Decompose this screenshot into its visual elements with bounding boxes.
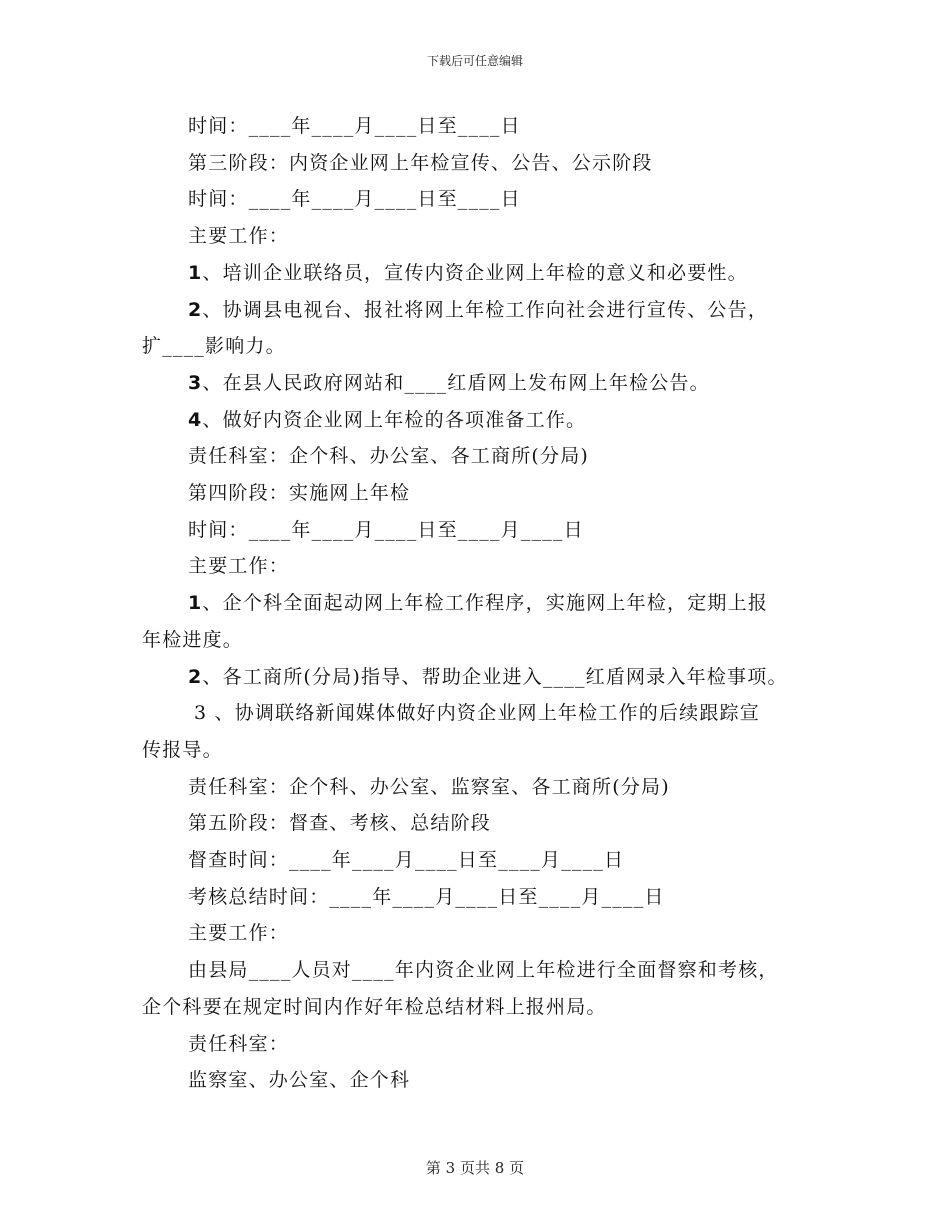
line-text: 监察室、办公室、企个科 bbox=[188, 1069, 411, 1092]
line-text: 督查时间：____年____月____日至____月____日 bbox=[188, 849, 625, 872]
line-text: 、做好内资企业网上年检的各项准备工作。 bbox=[202, 408, 587, 431]
paragraph-line bbox=[142, 255, 822, 292]
paragraph-line bbox=[142, 805, 822, 842]
line-text: 时间：____年____月____日至____月____日 bbox=[188, 518, 584, 541]
line-text: 3 、协调联络新闻媒体做好内资企业网上年检工作的后续跟踪宣 bbox=[194, 702, 760, 725]
paragraph-line bbox=[142, 585, 822, 622]
page-footer: 第 3 页共 8 页 bbox=[425, 1159, 525, 1177]
line-text: 时间：____年____月____日至____日 bbox=[188, 188, 521, 211]
paragraph-line bbox=[142, 879, 822, 916]
line-text: 时间：____年____月____日至____日 bbox=[188, 115, 521, 137]
line-number: 2 bbox=[188, 665, 203, 688]
line-text: 责任科室： bbox=[188, 1032, 290, 1055]
line-text: 第三阶段：内资企业网上年检宣传、公告、公示阶段 bbox=[188, 151, 653, 174]
paragraph-line bbox=[142, 512, 822, 549]
line-text: 主要工作： bbox=[188, 225, 290, 248]
paragraph-line bbox=[142, 989, 822, 1026]
paragraph-line bbox=[142, 402, 822, 439]
line-text: 第四阶段：实施网上年检 bbox=[188, 482, 411, 505]
line-text: 年检进度。 bbox=[142, 628, 244, 651]
line-text: 、企个科全面起动网上年检工作程序，实施网上年检，定期上报 bbox=[202, 592, 769, 615]
paragraph-line bbox=[142, 108, 822, 145]
line-text: 、在县人民政府网站和____红盾网上发布网上年检公告。 bbox=[202, 371, 710, 394]
paragraph-line bbox=[142, 328, 822, 365]
line-text: 传报导。 bbox=[142, 738, 223, 761]
line-text: 考核总结时间：____年____月____日至____月____日 bbox=[188, 885, 665, 908]
line-text: 由县局____人员对____年内资企业网上年检进行全面督察和考核， bbox=[188, 959, 779, 982]
paragraph-line bbox=[142, 732, 822, 769]
paragraph-line bbox=[142, 365, 822, 402]
paragraph-line bbox=[142, 181, 822, 218]
document-body bbox=[142, 108, 822, 1099]
line-number: 4 bbox=[188, 408, 203, 431]
paragraph-line bbox=[142, 438, 822, 475]
paragraph-line bbox=[142, 952, 822, 989]
line-text: 、各工商所(分局)指导、帮助企业进入____红盾网录入年检事项。 bbox=[202, 665, 788, 688]
line-number: 3 bbox=[188, 371, 203, 394]
paragraph-line bbox=[142, 218, 822, 255]
paragraph-line bbox=[142, 292, 822, 329]
paragraph-line bbox=[142, 548, 822, 585]
paragraph-line bbox=[142, 695, 822, 732]
line-text: 第五阶段：督查、考核、总结阶段 bbox=[188, 812, 492, 835]
page-header: 下载后可任意编辑 bbox=[426, 54, 523, 68]
paragraph-line bbox=[142, 1026, 822, 1063]
line-number: 1 bbox=[188, 261, 203, 284]
line-text: 责任科室：企个科、办公室、各工商所(分局) bbox=[188, 445, 590, 468]
line-text: 主要工作： bbox=[188, 555, 290, 578]
paragraph-line bbox=[142, 769, 822, 806]
paragraph-line bbox=[142, 475, 822, 512]
line-number: 1 bbox=[188, 592, 203, 615]
line-number: 2 bbox=[188, 298, 203, 321]
line-text: 企个科要在规定时间内作好年检总结材料上报州局。 bbox=[142, 995, 607, 1018]
line-text: 、协调县电视台、报社将网上年检工作向社会进行宣传、公告， bbox=[202, 298, 769, 321]
paragraph-line bbox=[142, 842, 822, 879]
paragraph-line bbox=[142, 622, 822, 659]
line-text: 责任科室：企个科、办公室、监察室、各工商所(分局) bbox=[188, 775, 670, 798]
line-text: 扩____影响力。 bbox=[142, 335, 286, 358]
paragraph-line bbox=[142, 1062, 822, 1099]
line-text: 主要工作： bbox=[188, 922, 290, 945]
paragraph-line bbox=[142, 659, 822, 696]
line-text: 、培训企业联络员，宣传内资企业网上年检的意义和必要性。 bbox=[202, 261, 748, 284]
paragraph-line bbox=[142, 145, 822, 182]
paragraph-line bbox=[142, 915, 822, 952]
